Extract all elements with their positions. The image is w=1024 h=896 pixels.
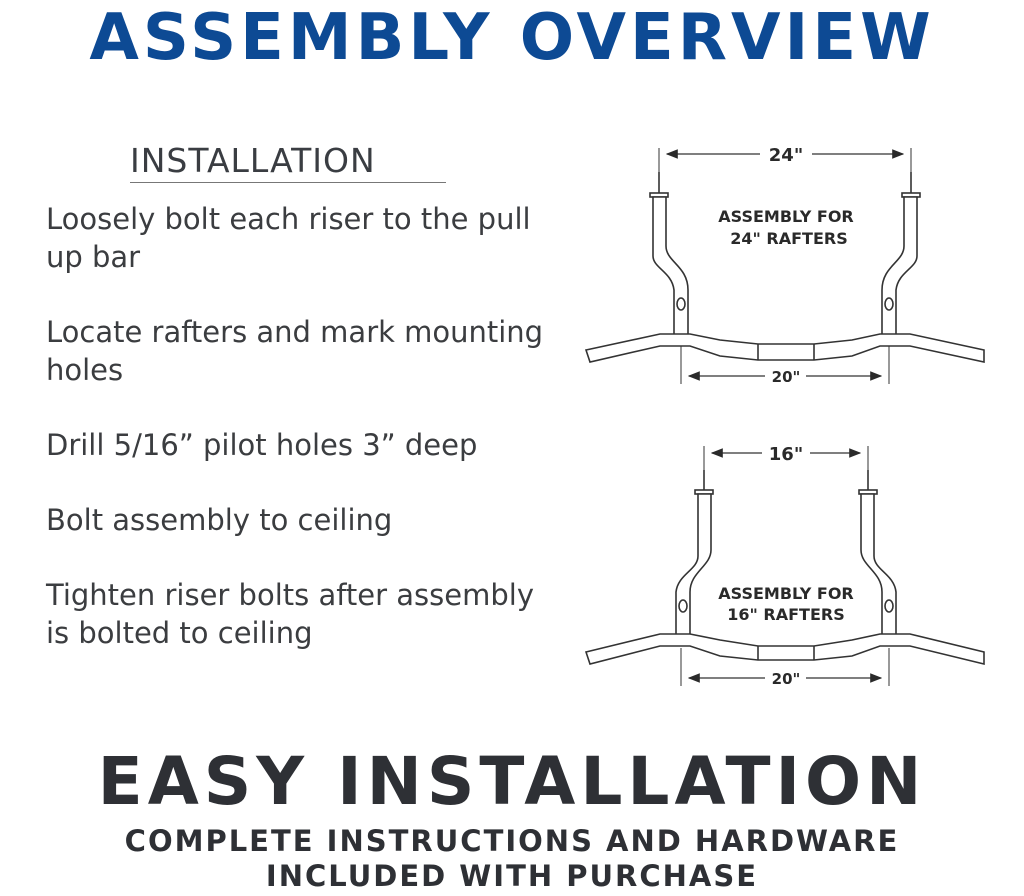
step-2: Locate rafters and mark mounting holes	[46, 315, 544, 387]
assembly-diagrams	[570, 130, 1010, 710]
installation-heading: INSTALLATION	[130, 140, 446, 183]
footer-subline-1: COMPLETE INSTRUCTIONS AND HARDWARE	[124, 824, 900, 858]
top-dimension-label-24: 24"	[768, 145, 804, 166]
riser-right-24	[882, 197, 917, 338]
ceiling-bolt-right-24	[902, 172, 920, 197]
ceiling-bolt-left-16	[695, 470, 713, 494]
assembly-label-16-line1: ASSEMBLY FOR	[718, 584, 854, 603]
page-title: ASSEMBLY OVERVIEW	[89, 1, 935, 75]
footer-subline-2: INCLUDED WITH PURCHASE	[265, 859, 759, 893]
step-1: Loosely bolt each riser to the pull up bar	[46, 202, 531, 274]
installation-steps	[46, 200, 566, 689]
diagram-24-rafters	[586, 145, 984, 384]
diagram-16-rafters	[586, 444, 984, 686]
step-5: Tighten riser bolts after assembly is bolted to ceiling	[46, 578, 534, 650]
riser-left-16	[676, 494, 711, 640]
riser-right-16	[861, 494, 896, 640]
ceiling-bolt-left-24	[650, 172, 668, 197]
riser-left-24	[653, 197, 688, 338]
bottom-dimension-label-16: 20"	[771, 670, 801, 688]
assembly-label-24-line1: ASSEMBLY FOR	[718, 207, 854, 226]
ceiling-bolt-right-16	[859, 470, 877, 494]
top-dimension-label-16: 16"	[768, 444, 804, 465]
assembly-label-24-line2: 24" RAFTERS	[730, 229, 848, 248]
easy-installation-headline: EASY INSTALLATION	[97, 743, 927, 820]
bottom-dimension-label-24: 20"	[771, 368, 801, 386]
pullup-bar-16	[586, 634, 984, 664]
step-4: Bolt assembly to ceiling	[46, 503, 393, 537]
step-3: Drill 5/16” pilot holes 3” deep	[46, 428, 478, 462]
pullup-bar-24	[586, 334, 984, 362]
assembly-label-16-line2: 16" RAFTERS	[727, 605, 845, 624]
